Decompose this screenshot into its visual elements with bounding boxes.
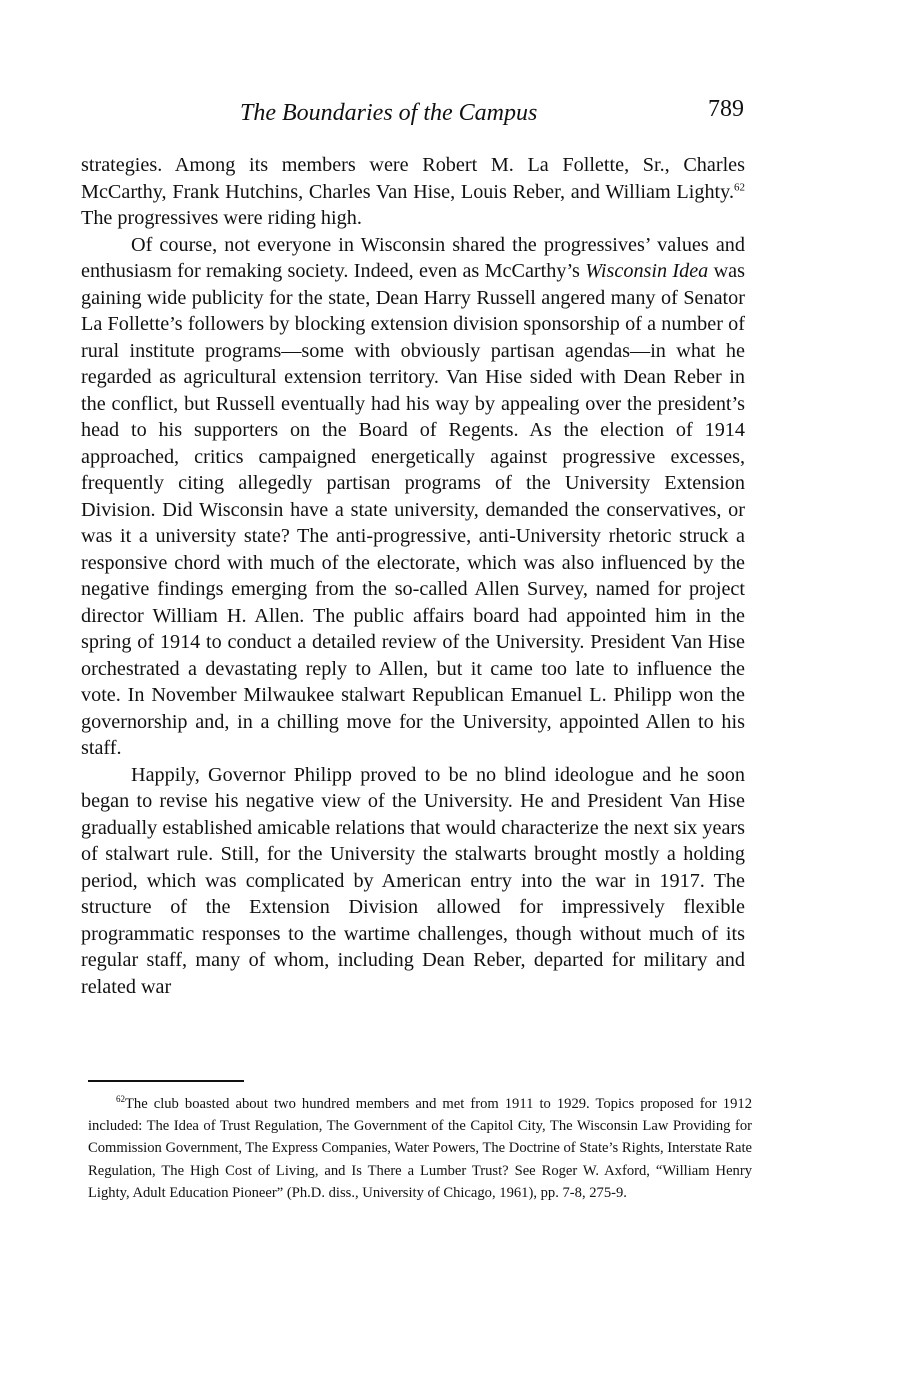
paragraph-2-text-end: was gaining wide publicity for the state, Dean Harry Russell angered many of Senator La Follette’s followers by blocking extension division sponsorship of a number of rural institute programs—some with obviously partisan agendas—in what he regarded as agricultural extension territory. Van Hise sided with Dean Reber in the conflict, but Russell eventually had his way by appealing over the president’s head to his supporters on the Board of Regents. As the election of 1914 approached, critics campaigned energetically against progressive excesses, frequently citing allegedly partisan programs of the University Extension Division. Did Wisconsin have a state university, demanded the conservatives, or was it a university state? The anti-progressive, anti-University rhetoric struck a responsive chord with much of the electorate, which was also influenced by the negative findings emerging from the so-called Allen Survey, named for project director William H. Allen. The public affairs board had appointed him in the spring of 1914 to conduct a detailed review of the University. President Van Hise orchestrated a devastating reply to Allen, but it came too late to influence the vote. In November Milwaukee stalwart Republican Emanuel L. Philipp won the governorship and, in a chilling move for the University, appointed Allen to his staff. — [81, 260, 745, 759]
page-number: 789 — [708, 96, 744, 122]
paragraph-1-text-end: The progressives were riding high. — [81, 207, 362, 229]
paragraph-1-text: strategies. Among its members were Robert M. La Follette, Sr., Charles McCarthy, Frank Hutchins, Charles Van Hise, Louis Reber, and William Lighty. — [81, 154, 745, 203]
running-head — [80, 96, 744, 132]
footnote-text: The club boasted about two hundred members and met from 1911 to 1929. Topics proposed for 1912 included: The Idea of Trust Regulation, The Government of the Capitol City, The Wisconsin Law Providing for Commission Government, The Express Companies, Water Powers, The Doctrine of State’s Rights, Interstate Rate Regulation, The High Cost of Living, and Is There a Lumber Trust? See Roger W. Axford, “William Henry Lighty, Adult Education Pioneer” (Ph.D. diss., University of Chicago, 1961), pp. 7-8, 275-9. — [88, 1096, 752, 1201]
paragraph-3-text: Happily, Governor Philipp proved to be no blind ideologue and he soon began to revise his negative view of the University. He and President Van Hise gradually established amicable relations that would characterize the next six years of stalwart rule. Still, for the University the stalwarts brought mostly a holding period, which was complicated by American entry into the war in 1917. The structure of the Extension Division allowed for impressively flexible programmatic responses to the wartime challenges, though without much of its regular staff, many of whom, including Dean Reber, departed for military and related war — [81, 763, 745, 998]
footnote — [88, 1093, 752, 1204]
paragraph-3 — [81, 762, 745, 1001]
wisconsin-idea-title: Wisconsin Idea — [585, 260, 709, 282]
paragraph-2-text-start: Of course, not everyone in Wisconsin shared the progressives’ values and enthusiasm for remaking society. Indeed, even as McCarthy’s — [81, 233, 745, 282]
footnote-marker: 62 — [116, 1094, 125, 1105]
footnote-divider — [88, 1080, 244, 1082]
paragraph-2 — [81, 232, 745, 762]
footnote-reference: 62 — [734, 180, 745, 193]
paragraph-1 — [81, 152, 745, 232]
body-text — [81, 152, 745, 1000]
running-title: The Boundaries of the Campus — [240, 100, 538, 126]
